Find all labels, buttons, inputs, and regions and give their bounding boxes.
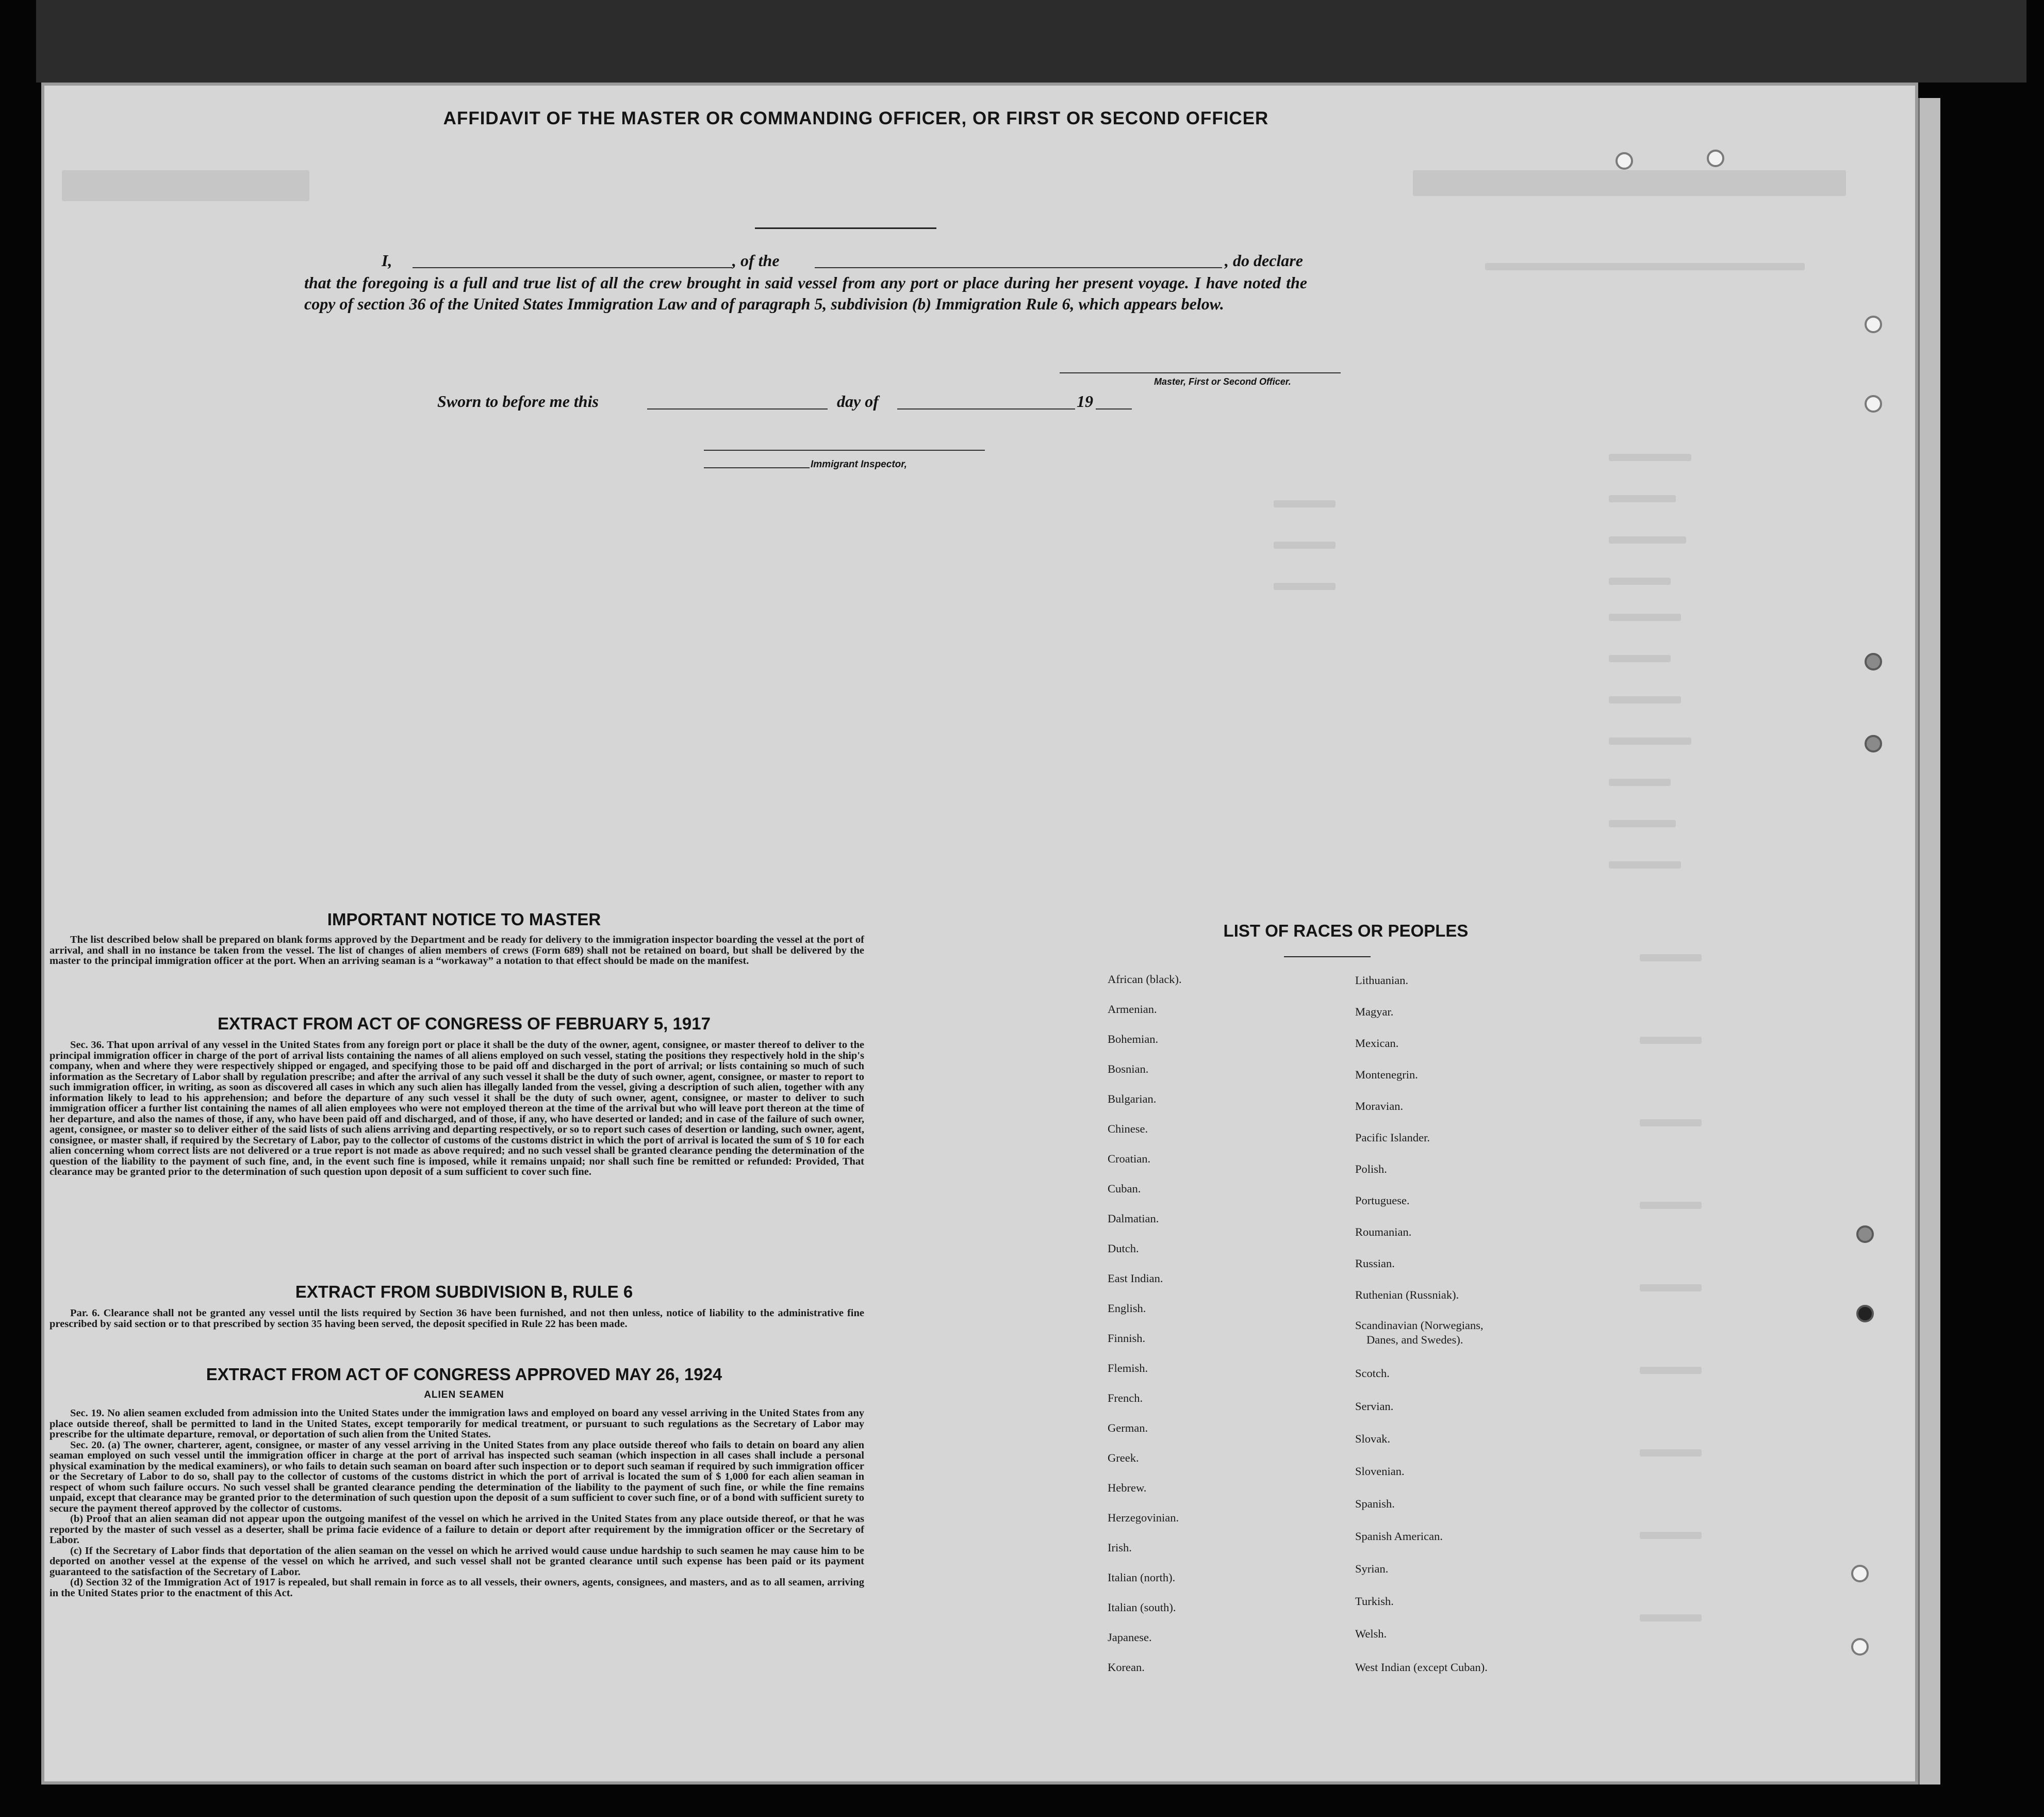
- sec20a-paragraph: Sec. 20. (a) The owner, charterer, agent, consignee, or master of any vessel arriving in the United States from any place outside thereof who fails to detain on board any alien seaman employed on such vessel until the immigration officer in charge at the port of arrival has inspected such seaman (which inspection in all cases shall include a personal physical examination by the medical examiners), or who fails to detain such seaman on board after such inspection or to deport such seaman if required by such immigration officer or the Secretary of Labor to do so, shall pay to the collector of customs of the customs district in which the port of arrival is located the sum of $ 1,000 for each alien seaman in respect of whom such failure occurs. No such vessel shall be granted clearance pending the determination of the liability to the payment of such fine, or while the fine remains unpaid, except that clearance may be granted prior to the determination of such question upon the deposit of a sum sufficient to cover such fine, or of a bond with sufficient surety to secure the payment thereof approved by the collector of customs.: [50, 1439, 864, 1514]
- race-item: West Indian (except Cuban).: [1355, 1661, 1488, 1674]
- race-item: Pacific Islander.: [1355, 1131, 1430, 1144]
- races-title: LIST OF RACES OR PEOPLES: [1223, 921, 1469, 940]
- race-item: Italian (north).: [1108, 1571, 1176, 1584]
- affidavit-i-label: I,: [382, 251, 392, 270]
- extract-1924-body: [50, 1408, 864, 1598]
- race-item: Japanese.: [1108, 1631, 1152, 1644]
- race-item: Cuban.: [1108, 1182, 1141, 1195]
- race-item: Syrian.: [1355, 1562, 1389, 1575]
- extract-1917-title: EXTRACT FROM ACT OF CONGRESS OF FEBRUARY 5, 1917: [218, 1014, 711, 1033]
- race-item: Herzegovinian.: [1108, 1511, 1179, 1524]
- race-item: Irish.: [1108, 1541, 1132, 1554]
- affidavit-title-rule: [755, 227, 936, 229]
- race-item: Welsh.: [1355, 1627, 1387, 1640]
- race-item: Roumanian.: [1355, 1225, 1412, 1238]
- race-item: Armenian.: [1108, 1003, 1157, 1016]
- race-item: Portuguese.: [1355, 1194, 1410, 1207]
- sec20c-paragraph: (c) If the Secretary of Labor finds that deportation of the alien seaman on the vessel on which he arrived would cause undue hardship to such seamen he may cause him to be deported on another vessel at the expense of the vessel on which he arrived, and such vessel shall not be granted clearance until such expense has been paid or its payment guaranteed to the satisfaction of the Secretary of Labor.: [50, 1545, 864, 1578]
- race-item: Slovenian.: [1355, 1465, 1405, 1478]
- race-item: Chinese.: [1108, 1122, 1148, 1135]
- race-item: Dutch.: [1108, 1242, 1139, 1255]
- race-item: Scandinavian (Norwegians,: [1355, 1319, 1483, 1332]
- notice-title: IMPORTANT NOTICE TO MASTER: [327, 910, 601, 929]
- subdivision-b-body: [50, 1308, 864, 1329]
- race-item: Magyar.: [1355, 1005, 1394, 1018]
- race-item: Spanish.: [1355, 1497, 1395, 1510]
- day-of-label: day of: [837, 392, 879, 411]
- race-item: German.: [1108, 1421, 1148, 1434]
- race-item: East Indian.: [1108, 1272, 1163, 1285]
- extract-1924-subtitle: ALIEN SEAMEN: [424, 1389, 504, 1400]
- notice-body: [50, 935, 864, 967]
- race-item: Croatian.: [1108, 1152, 1151, 1165]
- race-item: Danes, and Swedes).: [1366, 1333, 1463, 1346]
- year-prefix: 19: [1077, 392, 1093, 411]
- race-item: Moravian.: [1355, 1100, 1404, 1112]
- sec20b-paragraph: (b) Proof that an alien seaman did not appear upon the outgoing manifest of the vessel on which he arrived in the United States from any place outside thereof, or that he was reported by the master of such vessel as a deserter, shall be prima facie evidence of a failure to detain or deport after requirement by the immigration officer or the Secretary of Labor.: [50, 1513, 864, 1546]
- subdivision-b-text: Par. 6. Clearance shall not be granted any vessel until the lists required by Section 36 have been furnished, and not then unless, notice of liability to the administrative fine prescribed by said section or to that prescribed by section 35 having been served, the deposit specified in Rule 22 has been made.: [50, 1307, 864, 1330]
- race-item: Finnish.: [1108, 1332, 1146, 1345]
- notice-body-text: The list described below shall be prepared on blank forms approved by the Department and be ready for delivery to the immigration inspector boarding the vessel at the port of arrival, and shall in no instance be taken from the vessel. The list of changes of alien members of crews (Form 689) shall not be retained on board, but shall be delivered by the master to the principal immigration officer at the port. When an arriving seaman is a “workaway” a notation to that effect should be made on the manifest.: [50, 934, 864, 967]
- race-item: Spanish American.: [1355, 1530, 1443, 1543]
- race-item: Russian.: [1355, 1257, 1395, 1270]
- vessel-name-line[interactable]: [815, 267, 1222, 268]
- sworn-year-line[interactable]: [1096, 408, 1132, 410]
- race-item: Lithuanian.: [1355, 974, 1409, 987]
- race-item: Bohemian.: [1108, 1033, 1159, 1045]
- race-item: Montenegrin.: [1355, 1068, 1418, 1081]
- affiant-name-line[interactable]: [413, 267, 732, 268]
- affidavit-title: AFFIDAVIT OF THE MASTER OR COMMANDING OFFICER, OR FIRST OR SECOND OFFICER: [443, 108, 1269, 128]
- race-item: African (black).: [1108, 973, 1182, 986]
- sec19-paragraph: Sec. 19. No alien seamen excluded from admission into the United States under the immigration laws and employed on board any vessel arriving in the United States from any place outside thereof, shall be permitted to land in the United States, except temporarily for medical treatment, or pursuant to such regulations as the Secretary of Labor may prescribe for the ultimate departure, removal, or deportation of such alien from the United States.: [50, 1407, 864, 1440]
- race-item: Dalmatian.: [1108, 1212, 1159, 1225]
- officer-signature-line[interactable]: [1060, 372, 1341, 373]
- scanner-top-band: [36, 0, 2026, 83]
- extract-1917-body: [50, 1040, 864, 1177]
- race-item: French.: [1108, 1392, 1143, 1404]
- affidavit-body: that the foregoing is a full and true list of all the crew brought in said vessel from any port or place during her present voyage. I have noted the copy of section 36 of the United States Immigration Law and of paragraph 5, subdivision (b) Immigration Rule 6, which appears below.: [304, 273, 1307, 313]
- officer-signature-label: Master, First or Second Officer.: [1154, 377, 1291, 387]
- affidavit-of-the-label: , of the: [732, 251, 780, 270]
- extract-1917-text: Sec. 36. That upon arrival of any vessel in the United States from any foreign port or place it shall be the duty of the owner, agent, consignee, or master thereof to deliver to the principal immigration officer in charge of the port of arrival lists containing the names of all aliens employed on such vessel, stating the positions they respectively hold in the ship's company, when and where they were respectively shipped or engaged, and specifying those to be paid off and discharged in the port of arrival; or lists containing so much of such information as the Secretary of Labor shall by regulation prescribe; and after the arrival of any such vessel it shall be the duty of such owner, agent, consignee, or master to report to such immigration officer, in writing, as soon as discovered all cases in which any such alien has illegally landed from the vessel, giving a description of such alien, together with any information likely to lead to his apprehension; and before the departure of any such vessel it shall be the duty of such owner, agent, consignee, or master to deliver to such immigration officer a further list containing the names of all alien employees who were not employed thereon at the time of the arrival but who will leave port thereon at the time of her departure, and also the names of those, if any, who have been paid off and discharged, and of those, if any, who have deserted or landed; and in case of the failure of such owner, agent, consignee, or master so to deliver either of the said lists of such aliens arriving and departing respectively, or so to report such cases of desertion or landing, such owner, agent, consignee, or master shall, if required by the Secretary of Labor, pay to the collector of customs of the customs district in which the port of arrival is located the sum of $ 10 for each alien concerning whom correct lists are not delivered or a true report is not made as above required; and no such vessel shall be granted clearance pending the determination of the question of the liability to the payment of such fine, and, in the event such fine is imposed, while it remains unpaid; nor shall such fine be remitted or refunded: Provided, That clearance may be granted prior to the determination of such question upon deposit of a sum sufficient to cover such fine.: [50, 1039, 864, 1177]
- page-edge: [1918, 98, 1940, 1785]
- race-item: Korean.: [1108, 1661, 1145, 1674]
- race-item: Servian.: [1355, 1400, 1394, 1413]
- race-item: Italian (south).: [1108, 1601, 1176, 1614]
- subdivision-b-title: EXTRACT FROM SUBDIVISION B, RULE 6: [295, 1282, 633, 1301]
- race-item: Hebrew.: [1108, 1481, 1147, 1494]
- race-item: Scotch.: [1355, 1367, 1390, 1380]
- extract-1924-title: EXTRACT FROM ACT OF CONGRESS APPROVED MAY 26, 1924: [206, 1365, 722, 1384]
- race-item: Slovak.: [1355, 1432, 1391, 1445]
- sworn-month-line[interactable]: [897, 408, 1075, 410]
- race-item: Mexican.: [1355, 1037, 1399, 1050]
- race-item: Bosnian.: [1108, 1062, 1149, 1075]
- inspector-signature-line[interactable]: [704, 467, 810, 468]
- sworn-day-line[interactable]: [647, 408, 828, 410]
- races-title-rule: [1284, 956, 1371, 957]
- race-item: English.: [1108, 1302, 1146, 1315]
- inspector-label: Immigrant Inspector,: [811, 459, 907, 470]
- race-item: Greek.: [1108, 1451, 1139, 1464]
- inspector-line-top: [704, 450, 985, 451]
- race-item: Polish.: [1355, 1163, 1387, 1175]
- race-item: Turkish.: [1355, 1595, 1394, 1608]
- race-item: Bulgarian.: [1108, 1092, 1157, 1105]
- race-item: Ruthenian (Russniak).: [1355, 1288, 1459, 1301]
- sec20d-paragraph: (d) Section 32 of the Immigration Act of 1917 is repealed, but shall remain in force as to all vessels, their owners, agents, consignees, and masters, and as to all seamen, arriving in the United States prior to the enactment of this Act.: [50, 1577, 864, 1599]
- affidavit-do-declare-label: , do declare: [1225, 251, 1303, 270]
- sworn-label: Sworn to before me this: [437, 392, 599, 411]
- race-item: Flemish.: [1108, 1362, 1148, 1374]
